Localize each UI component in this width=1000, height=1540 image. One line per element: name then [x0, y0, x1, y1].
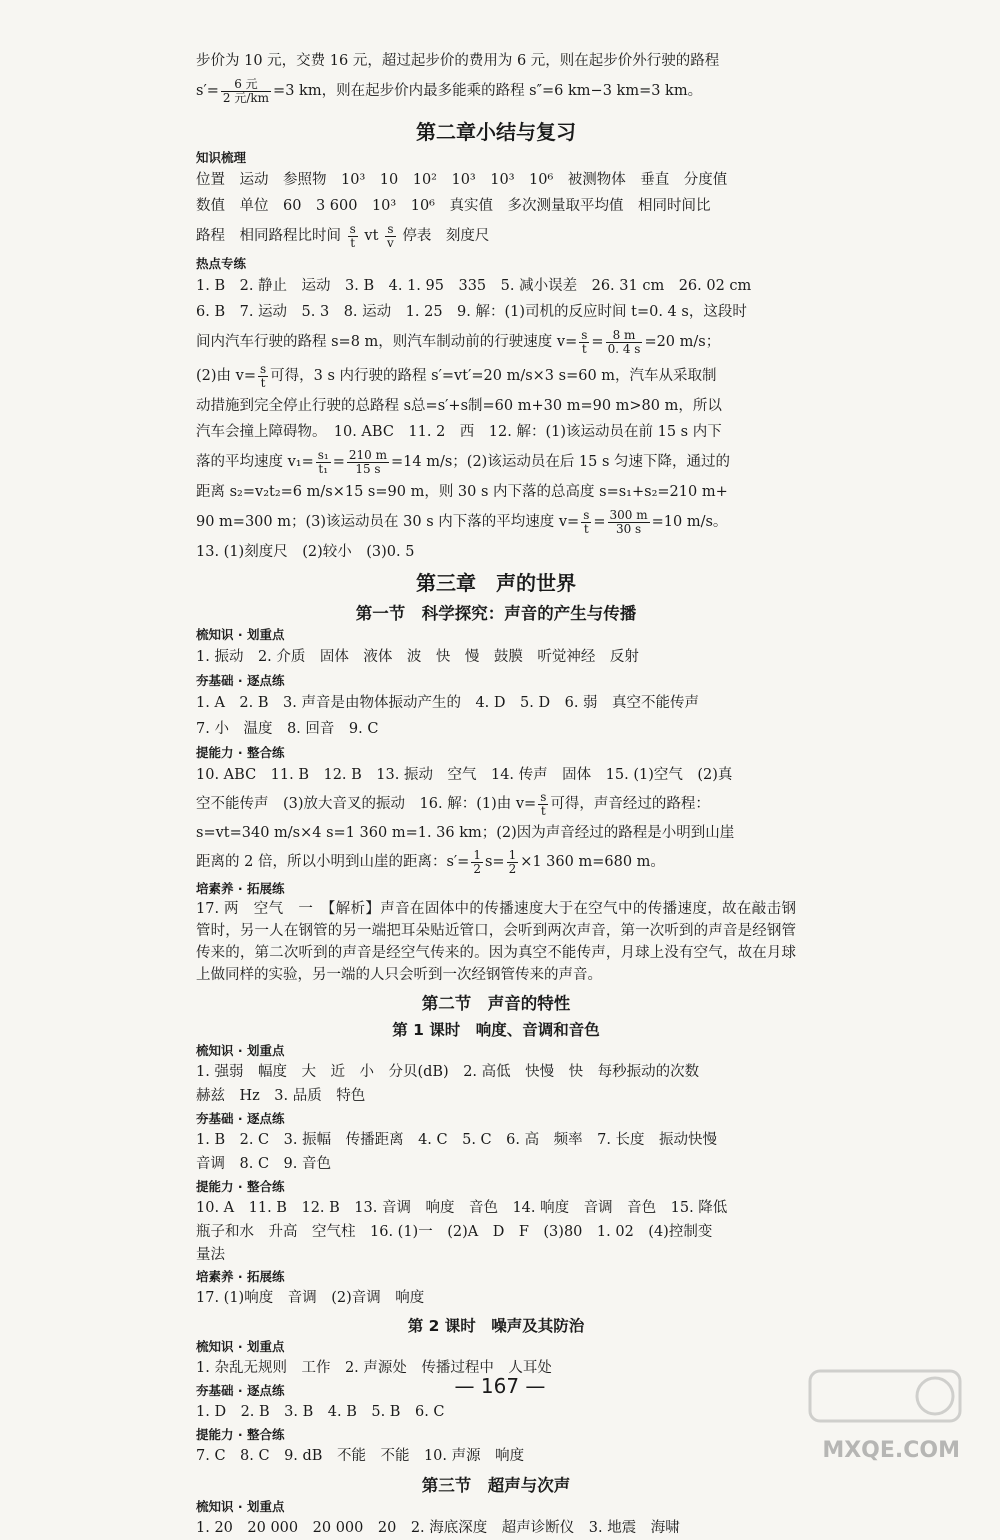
fraction — [471, 849, 483, 876]
text-line: 落的平均速度 v₁= $\frac{\text{s₁}}{\text{t₁}}$ = $\frac{210 m}{15 s}$ =14 m/s；(2)该运动员在后 15 s 匀速下降，通过的 — [196, 447, 731, 476]
text-paragraph: 17. 两 空气 一 【解析】声音在固体中的传播速度大于在空气中的传播速度，故在敲击钢管时，另一人在钢管的另一端把耳朵贴近管口，会听到两次声音，第一次听到的声音是经钢管传来的，第二次听到的声音是经空气传来的。因为真空不能传声，月球上没有空气，故在月球上做同样的实验，另一端的人只会听到一次经钢管传来的声音。 — [196, 901, 796, 983]
section-label: 提能力 · 整合练 — [196, 1427, 285, 1442]
fraction-denominator: 2 — [473, 861, 481, 876]
text-line — [196, 219, 796, 253]
text-line: 17. (1)响度 音调 (2)音调 响度 — [196, 1290, 425, 1306]
fraction-numerator: 300 m — [609, 507, 648, 522]
fraction-numerator: s — [581, 327, 588, 342]
text-line: 距离 s₂=v₂t₂=6 m/s×15 s=90 m，则 30 s 内下落的总高度 s=s₁+s₂=210 m+ — [196, 484, 728, 500]
text-line — [196, 788, 796, 820]
lesson-title: 第 1 课时 响度、音调和音色 — [392, 1021, 600, 1039]
text-line: 6. B 7. 运动 5. 3 8. 运动 1. 25 9. 解：(1)司机的反应时间 t=0. 4 s，这段时 — [196, 304, 747, 320]
fraction-denominator: 30 s — [615, 521, 642, 536]
text: 可得，3 s 内行驶的路程 s′=vt′=20 m/s×3 s=60 m，汽车从采取制 — [270, 368, 717, 384]
text-line: 7. C 8. C 9. dB 不能 不能 10. 声源 响度 — [196, 1448, 525, 1464]
text: 空不能传声 (3)放大音叉的振动 16. 解：(1)由 v= — [196, 796, 537, 812]
text: 落的平均速度 v₁= — [196, 454, 314, 470]
fraction — [581, 509, 591, 536]
fraction-denominator: 2 元/km — [222, 90, 270, 105]
text-line — [196, 359, 796, 393]
fraction — [348, 223, 358, 250]
fraction-numerator: 8 m — [606, 329, 643, 343]
fraction-numerator: s — [385, 223, 396, 237]
fraction-denominator: t₁ — [318, 461, 329, 476]
text: 可得，声音经过的路程： — [550, 796, 710, 812]
text: 间内汽车行驶的路程 s=8 m，则汽车制动前的行驶速度 v= — [196, 334, 578, 350]
fraction-denominator: t — [540, 803, 546, 818]
fraction-numerator: 1 — [508, 847, 517, 862]
fraction-denominator: t — [350, 235, 356, 250]
fraction — [606, 329, 643, 356]
fraction-numerator: 1 — [473, 847, 481, 862]
text-line: 量法 — [196, 1247, 225, 1263]
chapter-title: 第三章 声的世界 — [416, 571, 576, 595]
text: s= — [484, 854, 505, 870]
fraction — [538, 791, 548, 818]
text-line: 1. 强弱 幅度 大 近 小 分贝(dB) 2. 高低 快慢 快 每秒振动的次数 — [196, 1064, 700, 1080]
text-line: 1. B 2. C 3. 振幅 传播距离 4. C 5. C 6. 高 频率 7. 长度 振动快慢 — [196, 1132, 718, 1148]
text-line: 90 m=300 m；(3)该运动员在 30 s 内下落的平均速度 v= $\frac{s}{t}$ = $\frac{300 m}{30 s}$ =10 m/s。 — [196, 507, 728, 536]
text: (2)由 v= — [196, 368, 256, 384]
fraction-denominator: v — [387, 235, 394, 250]
text-line: 位置 运动 参照物 10³ 10 10² 10³ 10³ 10⁶ 被测物体 垂直 分度值 — [196, 172, 728, 188]
fraction-denominator: t — [581, 341, 587, 356]
section-label: 夯基础 · 逐点练 — [196, 673, 285, 688]
fraction — [608, 509, 650, 536]
text-line: 瓶子和水 升高 空气柱 16. (1)一 (2)A D F (3)80 1. 02 (4)控制变 — [196, 1224, 713, 1240]
watermark-text: MXQE.COM — [822, 1438, 960, 1463]
text-line: 音调 8. C 9. 音色 — [196, 1156, 331, 1172]
text-line: s=vt=340 m/s×4 s=1 360 m=1. 36 km；(2)因为声音经过的路程是小明到山崖 — [196, 825, 735, 841]
text: ×1 360 m=680 m。 — [520, 854, 665, 870]
text: s′= — [196, 83, 219, 99]
fraction — [385, 223, 396, 250]
fraction — [221, 78, 271, 105]
section-label: 培素养 · 拓展练 — [196, 1269, 285, 1284]
text-line: 7. 小 温度 8. 回音 9. C — [196, 721, 379, 737]
fraction — [258, 363, 268, 390]
text-line: 1. B 2. 静止 运动 3. B 4. 1. 95 335 5. 减小误差 26. 31 cm 26. 02 cm — [196, 278, 752, 294]
fraction-numerator: 210 m — [348, 447, 387, 462]
text: =20 m/s； — [644, 334, 721, 350]
section-label: 夯基础 · 逐点练 — [196, 1111, 285, 1126]
fraction-denominator: t — [583, 521, 589, 536]
text: 距离的 2 倍，所以小明到山崖的距离：s′= — [196, 854, 470, 870]
section-label: 培素养 · 拓展练 — [196, 881, 285, 896]
text-line: 1. 振动 2. 介质 固体 液体 波 快 慢 鼓膜 听觉神经 反射 — [196, 649, 639, 665]
fraction-numerator: s — [540, 789, 547, 804]
text: =14 m/s；(2)该运动员在后 15 s 匀速下降，通过的 — [391, 454, 731, 470]
text-line: 1. 20 20 000 20 000 20 2. 海底深度 超声诊断仪 3. 地震 海啸 — [196, 1520, 680, 1536]
section-label: 梳知识 · 划重点 — [196, 1339, 285, 1354]
section-label: 梳知识 · 划重点 — [196, 1043, 285, 1058]
text: vt — [364, 228, 379, 244]
text-line: 汽车会撞上障碍物。 10. ABC 11. 2 西 12. 解：(1)该运动员在前 15 s 内下 — [196, 424, 722, 440]
lesson-title: 第 2 课时 噪声及其防治 — [407, 1317, 585, 1335]
fraction — [347, 449, 389, 476]
fraction — [507, 849, 519, 876]
text-line: 13. (1)刻度尺 (2)较小 (3)0. 5 — [196, 544, 415, 560]
text-line: 赫兹 Hz 3. 品质 特色 — [196, 1088, 366, 1104]
fraction-denominator: t — [260, 375, 266, 390]
fraction-numerator: s — [260, 361, 267, 376]
text: 90 m=300 m；(3)该运动员在 30 s 内下落的平均速度 v= — [196, 514, 580, 530]
section-label: 梳知识 · 划重点 — [196, 627, 285, 642]
fraction-numerator: s — [583, 507, 590, 522]
fraction — [579, 329, 589, 356]
text: =10 m/s。 — [651, 514, 728, 530]
fraction-numerator: s — [349, 221, 356, 236]
fraction-denominator: 2 — [508, 861, 517, 876]
section-label: 提能力 · 整合练 — [196, 1179, 285, 1194]
answer-page — [196, 48, 796, 1540]
section-label: 提能力 · 整合练 — [196, 745, 285, 760]
text-line: 1. 杂乱无规则 工作 2. 声源处 传播过程中 人耳处 — [196, 1360, 552, 1376]
text-line: 1. A 2. B 3. 声音是由物体振动产生的 4. D 5. D 6. 弱 真空不能传声 — [196, 695, 700, 711]
text: =3 km，则在起步价内最多能乘的路程 s″=6 km−3 km=3 km。 — [273, 83, 703, 99]
text-line: 1. D 2. B 3. B 4. B 5. B 6. C — [196, 1404, 445, 1420]
text-line: 数值 单位 60 3 600 10³ 10⁶ 真实值 多次测量取平均值 相同时间比 — [196, 198, 711, 214]
fraction-numerator: s₁ — [317, 447, 329, 462]
section-label: 热点专练 — [196, 256, 247, 271]
text-line — [196, 846, 796, 878]
fraction-denominator: 0. 4 s — [607, 341, 641, 356]
fraction-denominator: 15 s — [355, 461, 381, 476]
section-title: 第二节 声音的特性 — [421, 994, 571, 1013]
text: 停表 刻度尺 — [402, 228, 490, 244]
fraction-numerator: 6 元 — [221, 78, 271, 92]
section-title: 第三节 超声与次声 — [421, 1476, 571, 1495]
chapter-title: 第二章小结与复习 — [416, 120, 576, 144]
page-number: — 167 — — [454, 1374, 546, 1398]
text-line — [196, 74, 796, 108]
text-line: 间内汽车行驶的路程 s=8 m，则汽车制动前的行驶速度 v= $\frac{s}{t}$ = $\frac{8 m}{0. 4 s}$ =20 m/s； — [196, 327, 721, 356]
section-label: 知识梳理 — [196, 150, 247, 165]
text-line: 动措施到完全停止行驶的总路程 s总=s′+s制=60 m+30 m=90 m>80 m，所以 — [196, 398, 722, 414]
text: 路程 相同路程比时间 — [196, 228, 341, 244]
section-title: 第一节 科学探究：声音的产生与传播 — [355, 604, 637, 623]
text-line: 10. A 11. B 12. B 13. 音调 响度 音色 14. 响度 音调 音色 15. 降低 — [196, 1200, 728, 1216]
fraction — [316, 449, 331, 476]
section-label: 梳知识 · 划重点 — [196, 1499, 285, 1514]
text-line: 步价为 10 元，交费 16 元，超过起步价的费用为 6 元，则在起步价外行驶的路程 — [196, 53, 720, 69]
section-label: 夯基础 · 逐点练 — [196, 1383, 285, 1398]
text-line: 10. ABC 11. B 12. B 13. 振动 空气 14. 传声 固体 15. (1)空气 (2)真 — [196, 767, 733, 783]
